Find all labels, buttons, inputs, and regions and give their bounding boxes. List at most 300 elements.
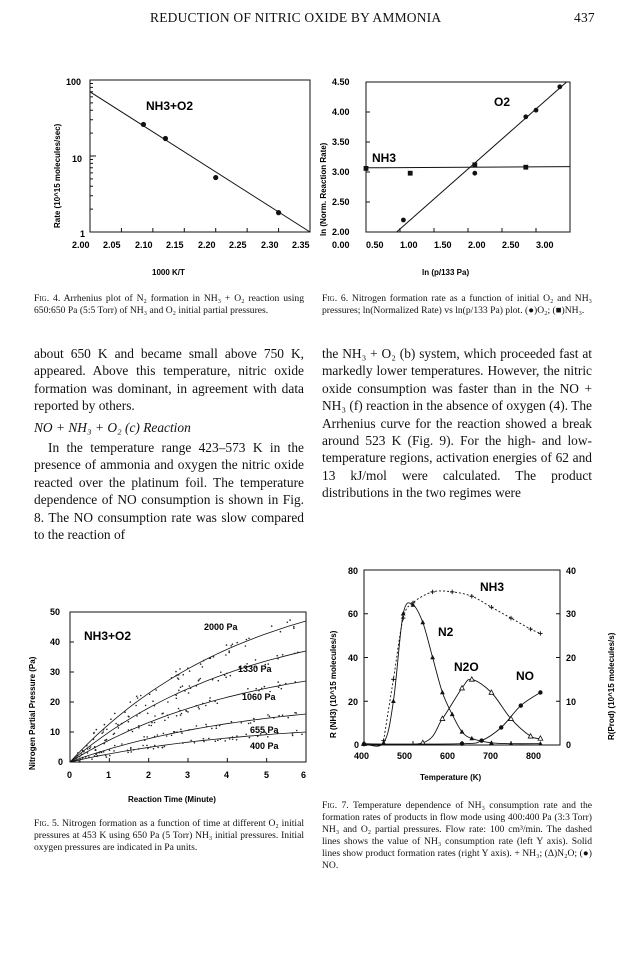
fig5-ytick-40: 40 xyxy=(50,637,61,647)
fig7-ytick-60: 60 xyxy=(348,609,359,619)
fig4-xtick-2: 2.10 xyxy=(135,240,153,250)
fig6-label-nh3: NH3 xyxy=(372,151,397,165)
fig5-scatter-dot xyxy=(257,735,259,737)
fig5-scatter-dot xyxy=(295,681,297,683)
fig5-scatter-dot xyxy=(151,722,153,724)
fig5-scatter-dot xyxy=(106,729,108,731)
fig5-scatter-dot xyxy=(138,727,140,729)
fig5-scatter-dot xyxy=(205,705,207,707)
fig5-scatter-dot xyxy=(153,748,155,750)
fig7-ytick-80: 80 xyxy=(348,566,359,576)
fig5-scatter-dot xyxy=(164,720,166,722)
fig5-scatter-dot xyxy=(293,626,295,628)
fig5-scatter-dot xyxy=(154,736,156,738)
fig4-xtick-5: 2.25 xyxy=(229,240,247,250)
fig6-xtick-3: 1.50 xyxy=(434,240,452,250)
fig5-scatter-dot xyxy=(146,745,148,747)
fig6-nh3-point xyxy=(523,165,528,170)
fig5-scatter-dot xyxy=(121,723,123,725)
fig5-scatter-dot xyxy=(150,746,152,748)
fig5-scatter-dot xyxy=(157,747,159,749)
fig5-scatter-dot xyxy=(147,713,149,715)
fig5-scatter-dot xyxy=(128,716,130,718)
fig5-scatter-dot xyxy=(236,739,238,741)
fig5-scatter-dot xyxy=(115,723,117,725)
fig5-scatter-dot xyxy=(168,717,170,719)
fig6-nh3-fit-line xyxy=(366,167,570,168)
fig6-caption-label: Fig. 6. xyxy=(322,293,349,304)
fig5-scatter-dot xyxy=(282,714,284,716)
fig5-scatter-dot xyxy=(175,675,177,677)
fig4-data-point xyxy=(141,122,146,127)
fig5-scatter-dot xyxy=(225,676,227,678)
fig5-chart xyxy=(20,600,320,810)
fig5-scatter-dot xyxy=(124,711,126,713)
fig5-scatter-dot xyxy=(127,750,129,752)
fig5-scatter-dot xyxy=(202,703,204,705)
fig5-scatter-dot xyxy=(215,740,217,742)
fig5-scatter-dot xyxy=(132,731,134,733)
fig7-label-nh3: NH3 xyxy=(480,580,505,594)
fig7-xtick-600: 600 xyxy=(440,751,456,761)
fig5-xtick-0: 0 xyxy=(67,770,73,780)
fig5-scatter-dot xyxy=(203,660,205,662)
fig5-scatter-dot xyxy=(232,643,234,645)
fig4-data-point xyxy=(163,136,168,141)
fig5-scatter-dot xyxy=(194,742,196,744)
fig5-scatter-dot xyxy=(213,656,215,658)
fig6-caption-text: Nitrogen formation rate as a function of initial O₂ and NH₃ pressures; ln(Normalized Rate) vs ln(p/133 Pa) plot. (●)O₂; (■)NH₃. xyxy=(322,293,593,316)
fig5-scatter-dot xyxy=(187,711,189,713)
fig5-scatter-dot xyxy=(228,650,230,652)
fig4-xtick-4: 2.20 xyxy=(198,240,216,250)
fig7-frame xyxy=(364,570,560,745)
fig4-xtick-6: 2.30 xyxy=(261,240,279,250)
fig4-data-point xyxy=(276,210,281,215)
fig7-ytick-r-10: 10 xyxy=(566,697,577,707)
fig5-scatter-dot xyxy=(226,673,228,675)
fig5-scatter-dot xyxy=(82,758,84,760)
fig7-ytick-r-20: 20 xyxy=(566,653,577,663)
fig5-scatter-dot xyxy=(292,733,294,735)
fig5-scatter-dot xyxy=(277,681,279,683)
fig4-xtick-7: 2.35 xyxy=(292,240,310,250)
fig5-scatter-dot xyxy=(163,733,165,735)
fig5-scatter-dot xyxy=(195,705,197,707)
fig5-scatter-dot xyxy=(178,708,180,710)
fig5-scatter-dot xyxy=(187,667,189,669)
fig6-caption xyxy=(322,293,592,317)
fig5-scatter-dot xyxy=(203,741,205,743)
fig5-scatter-dot xyxy=(236,642,238,644)
fig5-scatter-dot xyxy=(103,743,105,745)
fig5-scatter-dot xyxy=(232,739,234,741)
fig5-scatter-dot xyxy=(250,722,252,724)
fig5-scatter-dot xyxy=(188,692,190,694)
fig5-scatter-dot xyxy=(142,745,144,747)
fig6-chart xyxy=(310,68,610,288)
fig5-scatter-dot xyxy=(209,697,211,699)
fig5-scatter-dot xyxy=(184,690,186,692)
fig5-scatter-dot xyxy=(228,652,230,654)
fig5-scatter-dot xyxy=(282,654,284,656)
fig7-no-marker xyxy=(460,741,464,745)
fig7-nh3-marker xyxy=(470,594,474,598)
fig6-xtick-5: 2.50 xyxy=(502,240,520,250)
fig5-scatter-dot xyxy=(289,619,291,621)
running-header-title: REDUCTION OF NITRIC OXIDE BY AMMONIA xyxy=(150,10,442,25)
fig5-scatter-dot xyxy=(128,729,130,731)
fig6-frame xyxy=(366,82,570,232)
fig5-scatter-dot xyxy=(148,724,150,726)
fig6-nh3-point xyxy=(472,162,477,167)
fig5-scatter-dot xyxy=(217,740,219,742)
fig5-scatter-dot xyxy=(285,683,287,685)
fig5-scatter-dot xyxy=(287,622,289,624)
fig5-scatter-dot xyxy=(97,755,99,757)
fig5-scatter-dot xyxy=(173,731,175,733)
fig5-scatter-dot xyxy=(224,740,226,742)
fig7-nh3-marker xyxy=(489,605,493,609)
fig5-scatter-dot xyxy=(200,663,202,665)
fig5-scatter-dot xyxy=(245,645,247,647)
fig6-xtick-1: 0.50 xyxy=(366,240,384,250)
fig5-scatter-dot xyxy=(185,710,187,712)
fig5-scatter-dot xyxy=(205,724,207,726)
fig5-scatter-dot xyxy=(287,717,289,719)
fig5-scatter-dot xyxy=(175,695,177,697)
fig5-scatter-dot xyxy=(171,677,173,679)
left-paragraph-1: about 650 K and became small above 750 K, appeared. Above this temperature, nitric oxide formation was dominant, in agreement with data reported by others. xyxy=(34,346,304,414)
fig7-label-no: NO xyxy=(516,669,534,683)
fig4-frame xyxy=(90,80,310,232)
fig5-scatter-dot xyxy=(269,716,271,718)
fig7-nh3-marker xyxy=(401,616,405,620)
fig7-nh3-marker xyxy=(538,631,542,635)
fig5-scatter-dot xyxy=(154,722,156,724)
fig5-scatter-dot xyxy=(230,645,232,647)
page-number: 437 xyxy=(574,10,595,25)
fig5-scatter-dot xyxy=(109,755,111,757)
fig5-scatter-dot xyxy=(136,715,138,717)
fig5-scatter-dot xyxy=(130,751,132,753)
fig5-scatter-dot xyxy=(294,653,296,655)
fig5-scatter-dot xyxy=(103,731,105,733)
fig5-scatter-dot xyxy=(180,729,182,731)
fig5-scatter-dot xyxy=(131,729,133,731)
fig5-scatter-dot xyxy=(253,718,255,720)
fig5-scatter-dot xyxy=(86,745,88,747)
fig7-ytick-r-0: 0 xyxy=(566,740,572,750)
fig7-xtick-800: 800 xyxy=(526,751,542,761)
fig5-scatter-dot xyxy=(273,717,275,719)
fig4-ylabel: Rate (10^15 molecules/sec) xyxy=(53,123,62,228)
fig5-scatter-dot xyxy=(146,736,148,738)
fig5-scatter-dot xyxy=(236,735,238,737)
fig5-scatter-dot xyxy=(212,679,214,681)
fig5-scatter-dot xyxy=(128,721,130,723)
fig5-scatter-dot xyxy=(209,700,211,702)
fig5-scatter-dot xyxy=(95,749,97,751)
fig5-scatter-dot xyxy=(93,732,95,734)
fig5-scatter-dot xyxy=(157,734,159,736)
fig6-ytick-350: 3.50 xyxy=(332,137,350,147)
fig7-ylabel: R (NH3) (10^15 molecules/s) xyxy=(329,630,338,738)
fig5-scatter-dot xyxy=(104,724,106,726)
fig5-scatter-dot xyxy=(161,747,163,749)
fig5-scatter-dot xyxy=(149,694,151,696)
fig6-ytick-250: 2.50 xyxy=(332,197,350,207)
fig5-scatter-dot xyxy=(216,727,218,729)
fig5-scatter-dot xyxy=(182,742,184,744)
fig6-xtick-4: 2.00 xyxy=(468,240,486,250)
fig5-scatter-dot xyxy=(138,725,140,727)
fig5-scatter-dot xyxy=(143,736,145,738)
fig5-scatter-dot xyxy=(261,688,263,690)
fig5-scatter-dot xyxy=(145,705,147,707)
fig6-ytick-400: 4.00 xyxy=(332,107,350,117)
fig7-no-marker xyxy=(362,742,366,746)
fig5-scatter-dot xyxy=(230,675,232,677)
fig5-scatter-dot xyxy=(218,680,220,682)
fig7-n2o-marker xyxy=(528,734,533,738)
fig5-scatter-dot xyxy=(99,752,101,754)
fig5-scatter-dot xyxy=(206,726,208,728)
fig7-nh3-marker xyxy=(430,590,434,594)
fig4-ytick-10: 10 xyxy=(72,154,83,164)
fig5-scatter-dot xyxy=(109,749,111,751)
fig6-label-o2: O2 xyxy=(494,95,511,109)
fig7-no-marker xyxy=(479,738,483,742)
fig5-scatter-dot xyxy=(226,644,228,646)
fig5-scatter-dot xyxy=(246,639,248,641)
fig5-caption-text: Nitrogen formation as a function of time at different O₂ initial pressures at 453 K using 650 Pa (5 Torr) NH₃ initial pressures. Initial oxygen pressures are indicated in Pa units. xyxy=(34,818,304,853)
fig5-ytick-50: 50 xyxy=(50,607,61,617)
fig5-scatter-dot xyxy=(232,736,234,738)
fig5-scatter-dot xyxy=(140,695,142,697)
fig5-scatter-dot xyxy=(271,625,273,627)
fig7-ytick-r-40: 40 xyxy=(566,566,577,576)
fig5-scatter-dot xyxy=(214,701,216,703)
fig5-scatter-dot xyxy=(105,739,107,741)
fig5-scatter-dot xyxy=(225,654,227,656)
fig5-scatter-dot xyxy=(138,748,140,750)
fig5-scatter-dot xyxy=(151,725,153,727)
fig6-ytick-450: 4.50 xyxy=(332,77,350,87)
fig5-scatter-dot xyxy=(130,701,132,703)
fig5-ytick-10: 10 xyxy=(50,727,61,737)
fig5-scatter-dot xyxy=(229,738,231,740)
fig5-scatter-dot xyxy=(144,740,146,742)
fig5-scatter-dot xyxy=(79,756,81,758)
fig5-scatter-dot xyxy=(208,738,210,740)
fig5-scatter-dot xyxy=(96,752,98,754)
fig7-caption-text: Temperature dependence of NH₃ consumption rate and the formation rates of products in flow mode using 400:400 Pa (3:3 Torr) NH₃ and O₂ partial pressures. Flow rate: 100 cm³/min. The dashed lines shows the value of NH₃ consumption rate (left Y axis). Solid lines show product formation rates (right Y axis). + NH₃; (Δ)N₂O; (●) NO. xyxy=(322,800,592,871)
fig5-scatter-dot xyxy=(181,713,183,715)
fig5-scatter-dot xyxy=(180,714,182,716)
fig6-o2-point xyxy=(523,114,528,119)
fig7-caption-label: Fig. 7. xyxy=(322,800,349,811)
fig5-scatter-dot xyxy=(105,755,107,757)
fig5-scatter-dot xyxy=(219,725,221,727)
fig5-scatter-dot xyxy=(147,748,149,750)
fig5-xtick-3: 3 xyxy=(185,770,191,780)
fig5-scatter-dot xyxy=(166,735,168,737)
fig7-ytick-40: 40 xyxy=(348,653,359,663)
fig5-scatter-dot xyxy=(198,708,200,710)
fig5-scatter-dot xyxy=(178,674,180,676)
fig4-caption-text: Arrhenius plot of N₂ formation in NH₃ + O₂ reaction using 650:650 Pa (5:5 Torr) of NH₃ and O₂ initial partial pressures. xyxy=(34,293,304,316)
fig5-scatter-dot xyxy=(253,721,255,723)
fig6-ytick-200: 2.00 xyxy=(332,227,350,237)
fig5-scatter-dot xyxy=(161,713,163,715)
fig5-scatter-dot xyxy=(137,697,139,699)
fig7-ytick-20: 20 xyxy=(348,697,359,707)
fig6-nh3-point xyxy=(364,166,369,171)
fig5-scatter-dot xyxy=(82,750,84,752)
fig5-scatter-dot xyxy=(176,731,178,733)
fig5-scatter-dot xyxy=(297,652,299,654)
fig5-scatter-dot xyxy=(154,745,156,747)
fig5-scatter-dot xyxy=(293,628,295,630)
fig4-ytick-100: 100 xyxy=(66,77,82,87)
fig7-xtick-400: 400 xyxy=(354,751,370,761)
fig5-scatter-dot xyxy=(183,674,185,676)
fig5-scatter-dot xyxy=(279,684,281,686)
fig5-scatter-dot xyxy=(245,734,247,736)
fig5-scatter-dot xyxy=(167,715,169,717)
fig5-scatter-dot xyxy=(200,678,202,680)
fig5-scatter-dot xyxy=(180,731,182,733)
fig7-ytick-r-30: 30 xyxy=(566,609,577,619)
fig5-scatter-dot xyxy=(296,730,298,732)
fig6-xlabel: ln (p/133 Pa) xyxy=(422,268,470,277)
fig7-chart xyxy=(318,560,624,785)
fig5-scatter-dot xyxy=(278,715,280,717)
fig5-scatter-dot xyxy=(89,748,91,750)
fig5-scatter-dot xyxy=(196,725,198,727)
fig5-scatter-dot xyxy=(301,734,303,736)
fig5-scatter-dot xyxy=(96,729,98,731)
fig7-label-n2o: N2O xyxy=(454,660,479,674)
fig6-xtick-6: 3.00 xyxy=(536,240,554,250)
fig5-xtick-1: 1 xyxy=(106,770,112,780)
fig5-scatter-dot xyxy=(198,706,200,708)
fig5-scatter-dot xyxy=(113,734,115,736)
fig5-scatter-dot xyxy=(121,743,123,745)
fig5-scatter-dot xyxy=(202,666,204,668)
fig5-scatter-dot xyxy=(241,722,243,724)
fig5-scatter-dot xyxy=(77,752,79,754)
fig6-xtick-2: 1.00 xyxy=(400,240,418,250)
fig5-scatter-dot xyxy=(247,688,249,690)
fig7-n2-marker xyxy=(450,712,455,716)
fig5-label-2000: 2000 Pa xyxy=(204,622,238,632)
fig5-scatter-dot xyxy=(87,748,89,750)
fig5-scatter-dot xyxy=(181,732,183,734)
fig5-scatter-dot xyxy=(209,657,211,659)
fig5-scatter-dot xyxy=(133,749,135,751)
fig5-scatter-dot xyxy=(106,756,108,758)
fig5-scatter-dot xyxy=(188,729,190,731)
left-column-text xyxy=(34,345,304,543)
fig7-no-marker xyxy=(538,690,542,694)
right-column-text xyxy=(322,345,592,502)
fig5-scatter-dot xyxy=(135,705,137,707)
fig5-scatter-dot xyxy=(255,659,257,661)
fig4-xtick-3: 2.15 xyxy=(166,240,184,250)
fig6-ytick-300: 3.00 xyxy=(332,167,350,177)
fig5-scatter-dot xyxy=(83,751,85,753)
fig5-scatter-dot xyxy=(267,714,269,716)
fig5-scatter-dot xyxy=(175,671,177,673)
fig5-label-400: 400 Pa xyxy=(250,741,279,751)
left-paragraph-2: In the temperature range 423–573 K in the presence of ammonia and oxygen the nitric oxide reacted over the platinum foil. The temperature dependence of NO consumption is shown in Fig. 8. The NO consumption rate was slow compared to the reaction of xyxy=(34,440,304,543)
fig5-scatter-dot xyxy=(179,668,181,670)
fig5-scatter-dot xyxy=(179,710,181,712)
fig5-scatter-dot xyxy=(171,735,173,737)
fig5-scatter-dot xyxy=(136,696,138,698)
fig6-o2-point xyxy=(557,84,562,89)
fig6-o2-point xyxy=(472,171,477,176)
fig5-scatter-dot xyxy=(281,688,283,690)
fig5-scatter-dot xyxy=(91,758,93,760)
fig4-ytick-1: 1 xyxy=(80,229,86,239)
fig7-nh3-marker xyxy=(391,677,395,681)
fig6-ylabel: ln (Norm. Reaction Rate) xyxy=(319,142,328,236)
fig5-scatter-dot xyxy=(110,718,112,720)
fig6-xtick-0: 0.00 xyxy=(332,240,350,250)
fig7-xtick-700: 700 xyxy=(483,751,499,761)
fig5-scatter-dot xyxy=(276,655,278,657)
fig5-scatter-dot xyxy=(178,678,180,680)
fig5-scatter-dot xyxy=(118,727,120,729)
fig5-caption-label: Fig. 5. xyxy=(34,818,60,829)
fig5-scatter-dot xyxy=(217,703,219,705)
fig5-scatter-dot xyxy=(164,746,166,748)
fig7-ytick-0: 0 xyxy=(354,740,360,750)
fig7-nh3-marker xyxy=(509,616,513,620)
fig7-xlabel: Temperature (K) xyxy=(420,773,482,782)
fig7-n2-marker xyxy=(391,699,396,703)
fig5-scatter-dot xyxy=(176,715,178,717)
fig5-scatter-dot xyxy=(255,688,257,690)
fig5-scatter-dot xyxy=(203,738,205,740)
fig5-scatter-dot xyxy=(280,631,282,633)
fig5-scatter-dot xyxy=(292,735,294,737)
fig5-scatter-dot xyxy=(278,686,280,688)
fig5-label-655: 655 Pa xyxy=(250,725,279,735)
fig4-xtick-0: 2.00 xyxy=(72,240,90,250)
fig5-scatter-dot xyxy=(190,740,192,742)
fig5-scatter-dot xyxy=(101,732,103,734)
fig5-label-1330: 1330 Pa xyxy=(238,664,272,674)
fig5-scatter-dot xyxy=(93,739,95,741)
fig5-scatter-dot xyxy=(211,728,213,730)
fig7-n2-marker xyxy=(440,690,445,694)
fig5-scatter-dot xyxy=(180,686,182,688)
fig4-xlabel: 1000 K/T xyxy=(152,268,185,277)
fig5-scatter-dot xyxy=(139,712,141,714)
fig5-scatter-dot xyxy=(76,757,78,759)
fig5-ylabel: Nitrogen Partial Pressure (Pa) xyxy=(28,656,37,770)
fig6-o2-point xyxy=(401,218,406,223)
right-paragraph-1: the NH₃ + O₂ (b) system, which proceeded fast at markedly lower temperatures. However, the nitric oxide consumption was faster than in the NO + NH₃ (f) reaction in the absence of oxygen (4). The Arrhenius curve for the reaction showed a break around 523 K (Fig. 9). For the high- and low-temperature regions, activation energies of 62 and 13 kJ/mol were calculated. The product distributions in the two regimes were xyxy=(322,346,592,501)
fig5-scatter-dot xyxy=(178,690,180,692)
fig5-scatter-dot xyxy=(182,685,184,687)
fig5-scatter-dot xyxy=(114,745,116,747)
fig5-scatter-dot xyxy=(231,721,233,723)
